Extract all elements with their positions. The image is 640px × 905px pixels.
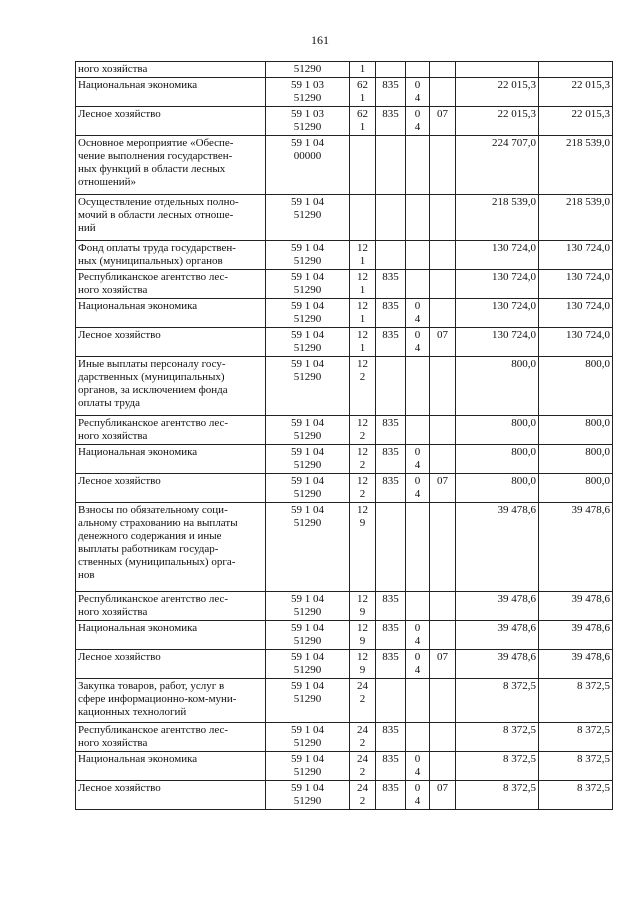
cell-pr: 07	[430, 474, 456, 503]
cell-v2: 39 478,6	[539, 592, 613, 621]
cell-v2: 8 372,5	[539, 723, 613, 752]
table-row	[76, 241, 613, 270]
page-number: 161	[311, 33, 329, 47]
table-row	[76, 723, 613, 752]
cell-pr: 07	[430, 328, 456, 357]
cell-pr	[430, 445, 456, 474]
cell-rz	[406, 270, 430, 299]
cell-pr	[430, 241, 456, 270]
table-row	[76, 503, 613, 592]
cell-name: Лесное хозяйство	[76, 107, 266, 136]
cell-v1: 800,0	[456, 474, 539, 503]
cell-name: Республиканское агентство лес- ного хозяйства	[76, 270, 266, 299]
cell-pr	[430, 723, 456, 752]
table-row	[76, 357, 613, 416]
cell-code: 59 1 04 51290	[266, 679, 350, 723]
cell-pr: 07	[430, 781, 456, 810]
cell-code: 59 1 04 51290	[266, 270, 350, 299]
table-row	[76, 328, 613, 357]
cell-gr: 835	[376, 299, 406, 328]
cell-pr	[430, 416, 456, 445]
cell-code: 59 1 04 00000	[266, 136, 350, 195]
table-row	[76, 136, 613, 195]
cell-pr	[430, 270, 456, 299]
cell-v2: 22 015,3	[539, 78, 613, 107]
cell-pr	[430, 195, 456, 241]
cell-v2	[539, 62, 613, 78]
cell-vr: 12 1	[350, 299, 376, 328]
cell-vr: 24 2	[350, 679, 376, 723]
cell-gr: 835	[376, 781, 406, 810]
cell-v1: 8 372,5	[456, 781, 539, 810]
cell-pr	[430, 78, 456, 107]
cell-rz: 0 4	[406, 78, 430, 107]
table-row	[76, 195, 613, 241]
cell-rz	[406, 723, 430, 752]
cell-code: 59 1 03 51290	[266, 78, 350, 107]
cell-gr: 835	[376, 445, 406, 474]
cell-v1: 8 372,5	[456, 723, 539, 752]
cell-gr: 835	[376, 592, 406, 621]
cell-vr: 62 1	[350, 78, 376, 107]
cell-name: Основное мероприятие «Обеспе- чение выполнения государствен- ных функций в области лесных отношений»	[76, 136, 266, 195]
cell-pr: 07	[430, 107, 456, 136]
cell-pr	[430, 136, 456, 195]
cell-pr	[430, 752, 456, 781]
cell-gr	[376, 136, 406, 195]
cell-name: Лесное хозяйство	[76, 328, 266, 357]
cell-name: Иные выплаты персоналу госу- дарственных (муниципальных) органов, за исключением фонда оплаты труда	[76, 357, 266, 416]
cell-v1: 800,0	[456, 357, 539, 416]
cell-code: 59 1 04 51290	[266, 752, 350, 781]
cell-v2: 8 372,5	[539, 752, 613, 781]
cell-name: Взносы по обязательному соци- альному страхованию на выплаты денежного содержания и иные выплаты работникам государ- ственных (муниципальных) орга- нов	[76, 503, 266, 592]
cell-v1: 224 707,0	[456, 136, 539, 195]
cell-v1: 130 724,0	[456, 328, 539, 357]
cell-v1: 130 724,0	[456, 270, 539, 299]
cell-v1: 39 478,6	[456, 503, 539, 592]
cell-gr: 835	[376, 416, 406, 445]
cell-vr: 24 2	[350, 752, 376, 781]
cell-vr: 1	[350, 62, 376, 78]
cell-code: 59 1 04 51290	[266, 328, 350, 357]
cell-v1: 130 724,0	[456, 241, 539, 270]
cell-v2: 218 539,0	[539, 136, 613, 195]
cell-pr	[430, 503, 456, 592]
cell-code: 59 1 04 51290	[266, 621, 350, 650]
cell-gr	[376, 241, 406, 270]
cell-gr: 835	[376, 752, 406, 781]
cell-name: Национальная экономика	[76, 621, 266, 650]
cell-gr	[376, 195, 406, 241]
cell-pr	[430, 679, 456, 723]
table-row	[76, 416, 613, 445]
cell-rz: 0 4	[406, 445, 430, 474]
table-row	[76, 621, 613, 650]
cell-pr	[430, 621, 456, 650]
cell-code: 59 1 04 51290	[266, 650, 350, 679]
cell-pr	[430, 299, 456, 328]
cell-rz: 0 4	[406, 474, 430, 503]
cell-rz: 0 4	[406, 107, 430, 136]
cell-code: 59 1 04 51290	[266, 195, 350, 241]
cell-v2: 218 539,0	[539, 195, 613, 241]
cell-code: 59 1 04 51290	[266, 474, 350, 503]
cell-gr: 835	[376, 328, 406, 357]
cell-vr: 62 1	[350, 107, 376, 136]
cell-vr: 12 2	[350, 357, 376, 416]
cell-gr	[376, 679, 406, 723]
cell-code: 59 1 04 51290	[266, 299, 350, 328]
cell-vr: 12 2	[350, 445, 376, 474]
cell-v1: 800,0	[456, 416, 539, 445]
cell-gr: 835	[376, 474, 406, 503]
cell-code: 59 1 04 51290	[266, 503, 350, 592]
cell-v1: 39 478,6	[456, 592, 539, 621]
cell-code: 59 1 03 51290	[266, 107, 350, 136]
cell-v2: 800,0	[539, 416, 613, 445]
cell-vr: 12 9	[350, 503, 376, 592]
cell-vr	[350, 136, 376, 195]
cell-rz	[406, 679, 430, 723]
cell-name: Национальная экономика	[76, 299, 266, 328]
cell-gr: 835	[376, 107, 406, 136]
cell-vr: 12 2	[350, 474, 376, 503]
table-row	[76, 752, 613, 781]
cell-vr: 12 9	[350, 650, 376, 679]
cell-name: Республиканское агентство лес- ного хозяйства	[76, 592, 266, 621]
cell-rz: 0 4	[406, 299, 430, 328]
cell-v2: 800,0	[539, 474, 613, 503]
cell-rz	[406, 592, 430, 621]
cell-rz: 0 4	[406, 752, 430, 781]
cell-name: Осуществление отдельных полно- мочий в области лесных отноше- ний	[76, 195, 266, 241]
cell-name: Республиканское агентство лес- ного хозяйства	[76, 723, 266, 752]
cell-v2: 8 372,5	[539, 781, 613, 810]
cell-code: 51290	[266, 62, 350, 78]
cell-pr: 07	[430, 650, 456, 679]
cell-name: Фонд оплаты труда государствен- ных (муниципальных) органов	[76, 241, 266, 270]
cell-name: Национальная экономика	[76, 752, 266, 781]
table-row	[76, 781, 613, 810]
cell-v2: 800,0	[539, 445, 613, 474]
table-row	[76, 650, 613, 679]
cell-code: 59 1 04 51290	[266, 416, 350, 445]
table-row	[76, 299, 613, 328]
cell-v2: 130 724,0	[539, 241, 613, 270]
cell-gr	[376, 62, 406, 78]
cell-gr: 835	[376, 723, 406, 752]
cell-v1: 39 478,6	[456, 650, 539, 679]
table-row	[76, 592, 613, 621]
cell-name: Закупка товаров, работ, услуг в сфере информационно-ком-муни- кационных технологий	[76, 679, 266, 723]
cell-rz	[406, 357, 430, 416]
cell-code: 59 1 04 51290	[266, 241, 350, 270]
cell-rz: 0 4	[406, 621, 430, 650]
cell-rz	[406, 241, 430, 270]
cell-v1: 8 372,5	[456, 679, 539, 723]
cell-v2: 130 724,0	[539, 270, 613, 299]
cell-v2: 39 478,6	[539, 503, 613, 592]
cell-name: Национальная экономика	[76, 78, 266, 107]
cell-rz	[406, 416, 430, 445]
cell-gr: 835	[376, 621, 406, 650]
cell-rz	[406, 62, 430, 78]
cell-v1: 39 478,6	[456, 621, 539, 650]
cell-v1: 22 015,3	[456, 78, 539, 107]
cell-name: ного хозяйства	[76, 62, 266, 78]
cell-vr: 12 9	[350, 592, 376, 621]
cell-v2: 130 724,0	[539, 328, 613, 357]
table-row	[76, 270, 613, 299]
cell-name: Лесное хозяйство	[76, 650, 266, 679]
cell-vr: 12 1	[350, 328, 376, 357]
cell-v1: 130 724,0	[456, 299, 539, 328]
cell-gr: 835	[376, 270, 406, 299]
cell-rz: 0 4	[406, 328, 430, 357]
cell-vr: 12 1	[350, 270, 376, 299]
cell-rz	[406, 136, 430, 195]
budget-table	[75, 61, 613, 810]
table-row	[76, 474, 613, 503]
cell-pr	[430, 357, 456, 416]
cell-rz: 0 4	[406, 650, 430, 679]
cell-gr: 835	[376, 78, 406, 107]
cell-v2: 39 478,6	[539, 650, 613, 679]
cell-v2: 8 372,5	[539, 679, 613, 723]
cell-code: 59 1 04 51290	[266, 445, 350, 474]
table-row	[76, 445, 613, 474]
cell-name: Республиканское агентство лес- ного хозяйства	[76, 416, 266, 445]
table-row	[76, 78, 613, 107]
cell-rz	[406, 195, 430, 241]
cell-name: Национальная экономика	[76, 445, 266, 474]
cell-v2: 39 478,6	[539, 621, 613, 650]
cell-vr	[350, 195, 376, 241]
cell-code: 59 1 04 51290	[266, 357, 350, 416]
cell-v1: 800,0	[456, 445, 539, 474]
cell-gr	[376, 503, 406, 592]
cell-code: 59 1 04 51290	[266, 592, 350, 621]
cell-vr: 24 2	[350, 781, 376, 810]
cell-vr: 12 1	[350, 241, 376, 270]
cell-code: 59 1 04 51290	[266, 781, 350, 810]
table-row	[76, 679, 613, 723]
cell-name: Лесное хозяйство	[76, 781, 266, 810]
cell-rz: 0 4	[406, 781, 430, 810]
cell-gr: 835	[376, 650, 406, 679]
cell-v2: 800,0	[539, 357, 613, 416]
cell-pr	[430, 62, 456, 78]
cell-pr	[430, 592, 456, 621]
cell-v1: 8 372,5	[456, 752, 539, 781]
cell-vr: 24 2	[350, 723, 376, 752]
cell-gr	[376, 357, 406, 416]
cell-v2: 130 724,0	[539, 299, 613, 328]
cell-v1	[456, 62, 539, 78]
cell-v2: 22 015,3	[539, 107, 613, 136]
cell-vr: 12 9	[350, 621, 376, 650]
cell-rz	[406, 503, 430, 592]
table-row	[76, 107, 613, 136]
table-row	[76, 62, 613, 78]
cell-name: Лесное хозяйство	[76, 474, 266, 503]
cell-v1: 218 539,0	[456, 195, 539, 241]
cell-v1: 22 015,3	[456, 107, 539, 136]
cell-code: 59 1 04 51290	[266, 723, 350, 752]
cell-vr: 12 2	[350, 416, 376, 445]
